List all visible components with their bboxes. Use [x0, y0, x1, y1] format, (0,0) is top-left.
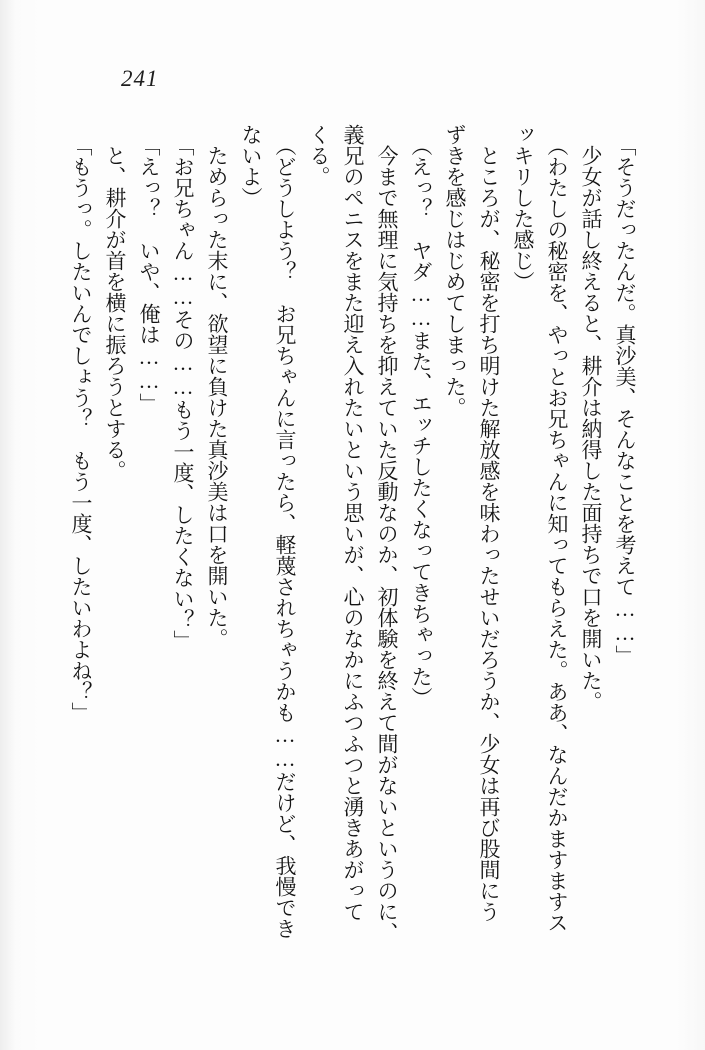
- text-line: と、耕介が首を横に振ろうとする。: [103, 145, 127, 481]
- text-line: ずきを感じはじめてしまった。: [443, 124, 467, 418]
- text-line: 義兄のペニスをまた迎え入れたいという思いが、心のなかにふつふつと湧きあがって: [341, 124, 365, 922]
- text-line: ッキリした感じ）: [511, 124, 535, 292]
- text-line: 「お兄ちゃん……その……もう一度、したくない？」: [171, 134, 195, 651]
- text-line: 「そうだったんだ。真沙美、そんなことを考えて……」: [613, 134, 637, 666]
- text-line: 少女が話し終えると、耕介は納得した面持ちで口を開いた。: [579, 145, 603, 712]
- page-number: 241: [121, 66, 159, 91]
- text-line: ところが、秘密を打ち明けた解放感を味わったせいだろうか、少女は再び股間にう: [477, 145, 501, 922]
- page-text-block: [64, 124, 642, 966]
- text-line: 「もうっ。したいんでしょう？ もう一度、したいわよね？」: [69, 134, 93, 723]
- text-line: 「えっ？ いや、俺は……」: [137, 134, 161, 414]
- text-line: くる。: [307, 124, 331, 187]
- text-line: 今まで無理に気持ちを抑えていた反動なのか、初体験を終えて間がないというのに、: [375, 145, 399, 943]
- text-line: （わたしの秘密を、やっとお兄ちゃんに知ってもらえた。ああ、なんだかますますス: [545, 134, 569, 933]
- text-line: ないよ）: [239, 124, 263, 208]
- text-line: （どうしよう？ お兄ちゃんに言ったら、軽蔑されちゃうかも……だけど、我慢でき: [273, 134, 297, 939]
- text-line: （えっ？ ヤダ……また、エッチしたくなってきちゃった）: [409, 134, 433, 708]
- text-line: ためらった末に、欲望に負けた真沙美は口を開いた。: [205, 145, 229, 649]
